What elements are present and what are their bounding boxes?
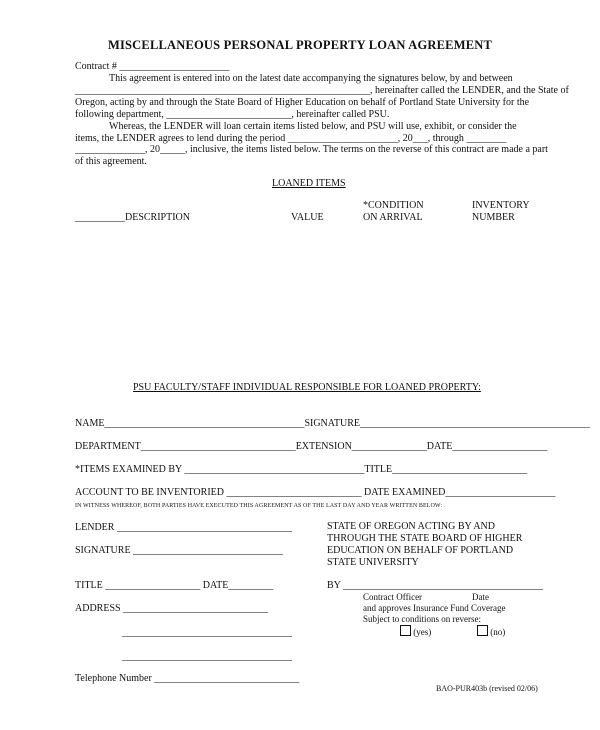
lender-address-field[interactable]: ADDRESS _____________________________ xyxy=(75,603,269,614)
name-signature-field[interactable]: NAME________________________________________SIGNATURE______________________________________________ xyxy=(75,418,590,429)
condition-header: *CONDITION xyxy=(363,200,424,211)
no-label: (no) xyxy=(490,627,506,637)
no-option[interactable] xyxy=(477,625,505,637)
intro-line: of this agreement. xyxy=(75,156,147,167)
intro-line: ______________, 20_____, inclusive, the items listed below. The terms on the reverse of this contract are made a part xyxy=(75,144,548,155)
intro-line: following department, _________________________, hereinafter called PSU. xyxy=(75,109,390,120)
state-line: STATE OF OREGON ACTING BY AND xyxy=(327,521,496,532)
page-title: MISCELLANEOUS PERSONAL PROPERTY LOAN AGREEMENT xyxy=(107,38,493,52)
items-examined-field[interactable]: *ITEMS EXAMINED BY ____________________________________TITLE___________________________ xyxy=(75,464,528,475)
description-header: __________DESCRIPTION xyxy=(75,212,191,223)
intro-line: This agreement is entered into on the latest date accompanying the signatures below, by and between xyxy=(109,73,513,84)
contract-officer-label: Contract Officer xyxy=(363,592,423,602)
state-line: STATE UNIVERSITY xyxy=(327,557,419,568)
officer-date-label: Date xyxy=(472,592,489,602)
inventoried-field[interactable]: ACCOUNT TO BE INVENTORIED ___________________________ DATE EXAMINED______________________ xyxy=(75,487,556,498)
state-line: THROUGH THE STATE BOARD OF HIGHER xyxy=(327,533,523,544)
intro-line: Oregon, acting by and through the State Board of Higher Education on behalf of Portland State University for the xyxy=(75,97,530,108)
yes-option[interactable] xyxy=(400,625,431,637)
no-checkbox[interactable] xyxy=(477,625,488,636)
department-extension-date-field[interactable]: DEPARTMENT_______________________________EXTENSION_______________DATE___________________ xyxy=(75,441,548,452)
yes-checkbox[interactable] xyxy=(400,625,411,636)
intro-line: items, the LENDER agrees to lend during the period ______________________, 20___, through ________ xyxy=(75,133,507,144)
witness-statement: IN WITNESS WHEREOF, BOTH PARTIES HAVE EXECUTED THIS AGREEMENT AS OF THE LAST DAY AND YEAR WRITTEN BELOW: xyxy=(75,503,443,509)
yes-label: (yes) xyxy=(413,627,432,637)
condition-header-line2: ON ARRIVAL xyxy=(363,212,423,223)
lender-address-line-2[interactable]: __________________________________ xyxy=(122,627,292,638)
form-number: BAO-PUR403b (revised 02/06) xyxy=(436,684,538,693)
value-header: VALUE xyxy=(291,212,324,223)
state-line: EDUCATION ON BEHALF OF PORTLAND xyxy=(327,545,514,556)
lender-field[interactable]: LENDER ___________________________________ xyxy=(75,522,292,533)
lender-signature-field[interactable]: SIGNATURE ______________________________ xyxy=(75,545,284,556)
telephone-field[interactable]: Telephone Number _____________________________ xyxy=(75,673,300,684)
contract-number-field[interactable]: Contract # ______________________ xyxy=(75,61,230,72)
insurance-coverage-label: and approves Insurance Fund Coverage xyxy=(363,603,506,613)
inventory-header-line2: NUMBER xyxy=(472,212,515,223)
intro-line: ___________________________________________________________, hereinafter called the LENDER, and the State of xyxy=(75,85,569,96)
intro-line: Whereas, the LENDER will loan certain items listed below, and PSU will use, exhibit, or consider the xyxy=(109,121,517,132)
lender-address-line-3[interactable]: __________________________________ xyxy=(122,651,292,662)
by-field[interactable]: BY ________________________________________ xyxy=(327,580,544,591)
loaned-items-heading: LOANED ITEMS xyxy=(272,178,346,189)
responsible-heading: PSU FACULTY/STAFF INDIVIDUAL RESPONSIBLE FOR LOANED PROPERTY: xyxy=(133,382,481,393)
conditions-label: Subject to conditions on reverse: xyxy=(363,614,481,624)
lender-title-date-field[interactable]: TITLE ___________________ DATE_________ xyxy=(75,580,274,591)
inventory-header: INVENTORY xyxy=(472,200,530,211)
